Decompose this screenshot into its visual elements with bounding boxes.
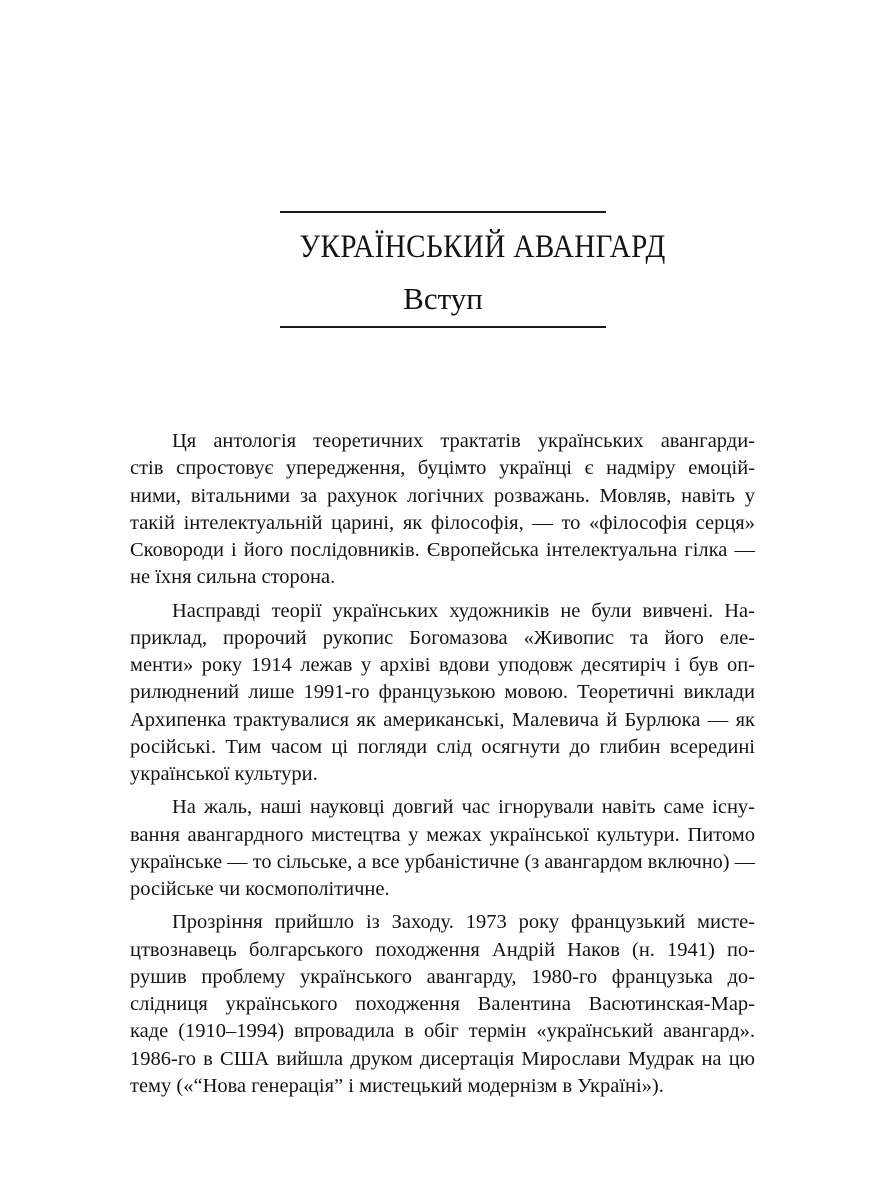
text-line: каде (1910–1994) впровадила в обіг термін «український авангард». (130, 1020, 755, 1043)
heading-top-rule (280, 211, 606, 213)
text-line: українське — то сільське, а все урбаністичне (з авангардом включно) — (130, 850, 755, 873)
text-line: Сковороди і його послідовників. Європейська інтелектуальна гілка — (130, 539, 755, 561)
text-line: стів спростовує упередження, буцімто українці є надміру емоцій- (130, 457, 755, 480)
text-line: рушив проблему українського авангарду, 1980-го французька до- (130, 965, 755, 988)
text-line: тему («“Нова генерація” і мистецький модернізм в Україні»). (130, 1074, 664, 1097)
paragraph (130, 428, 755, 592)
heading-bottom-rule (280, 326, 606, 328)
text-line: Насправді теорії українських художників не були вивчені. На- (172, 599, 755, 622)
text-line: вання авангардного мистецтва у межах української культури. Питомо (130, 823, 755, 846)
text-line: На жаль, наші науковці довгий час ігнорували навіть саме існу- (172, 796, 755, 819)
body-text (130, 428, 755, 1100)
text-line: ними, вітальними за рахунок логічних розважань. Мовляв, навіть у (130, 484, 755, 507)
text-line: слідниця українського походження Валентина Васютинская-Мар- (130, 993, 755, 1015)
paragraph (130, 794, 755, 903)
text-line: менти» року 1914 лежав у архіві вдови уподовж десятиріч і був оп- (130, 654, 755, 676)
paragraph (130, 598, 755, 789)
text-line: такій інтелектуальній царині, як філософія, — то «філософія серця» (130, 511, 755, 534)
text-line: Прозріння прийшло із Заходу. 1973 року французький мисте- (172, 911, 755, 934)
text-line: цтвознавець болгарського походження Андрій Наков (н. 1941) по- (130, 938, 755, 961)
text-line: рилюднений лише 1991-го французькою мовою. Теоретичні виклади (130, 681, 755, 704)
text-line: російське чи космополітичне. (130, 878, 390, 900)
text-line: української культури. (130, 763, 318, 785)
paragraph (130, 909, 755, 1100)
chapter-title: УКРАЇНСЬКИЙ АВАНГАРД (299, 229, 666, 265)
text-line: не їхня сильна сторона. (130, 566, 336, 589)
chapter-subtitle: Вступ (403, 281, 483, 316)
text-line: приклад, пророчий рукопис Богомазова «Живопис та його еле- (130, 626, 755, 649)
text-line: 1986-го в США вийшла друком дисертація Мирослави Мудрак на цю (130, 1047, 755, 1070)
text-line: Ця антологія теоретичних трактатів українських авангарди- (172, 430, 755, 452)
text-line: російські. Тим часом ці погляди слід осягнути до глибин всередині (130, 735, 755, 758)
text-line: Архипенка трактувалися як американські, Малевича й Бурлюка — як (130, 708, 755, 731)
